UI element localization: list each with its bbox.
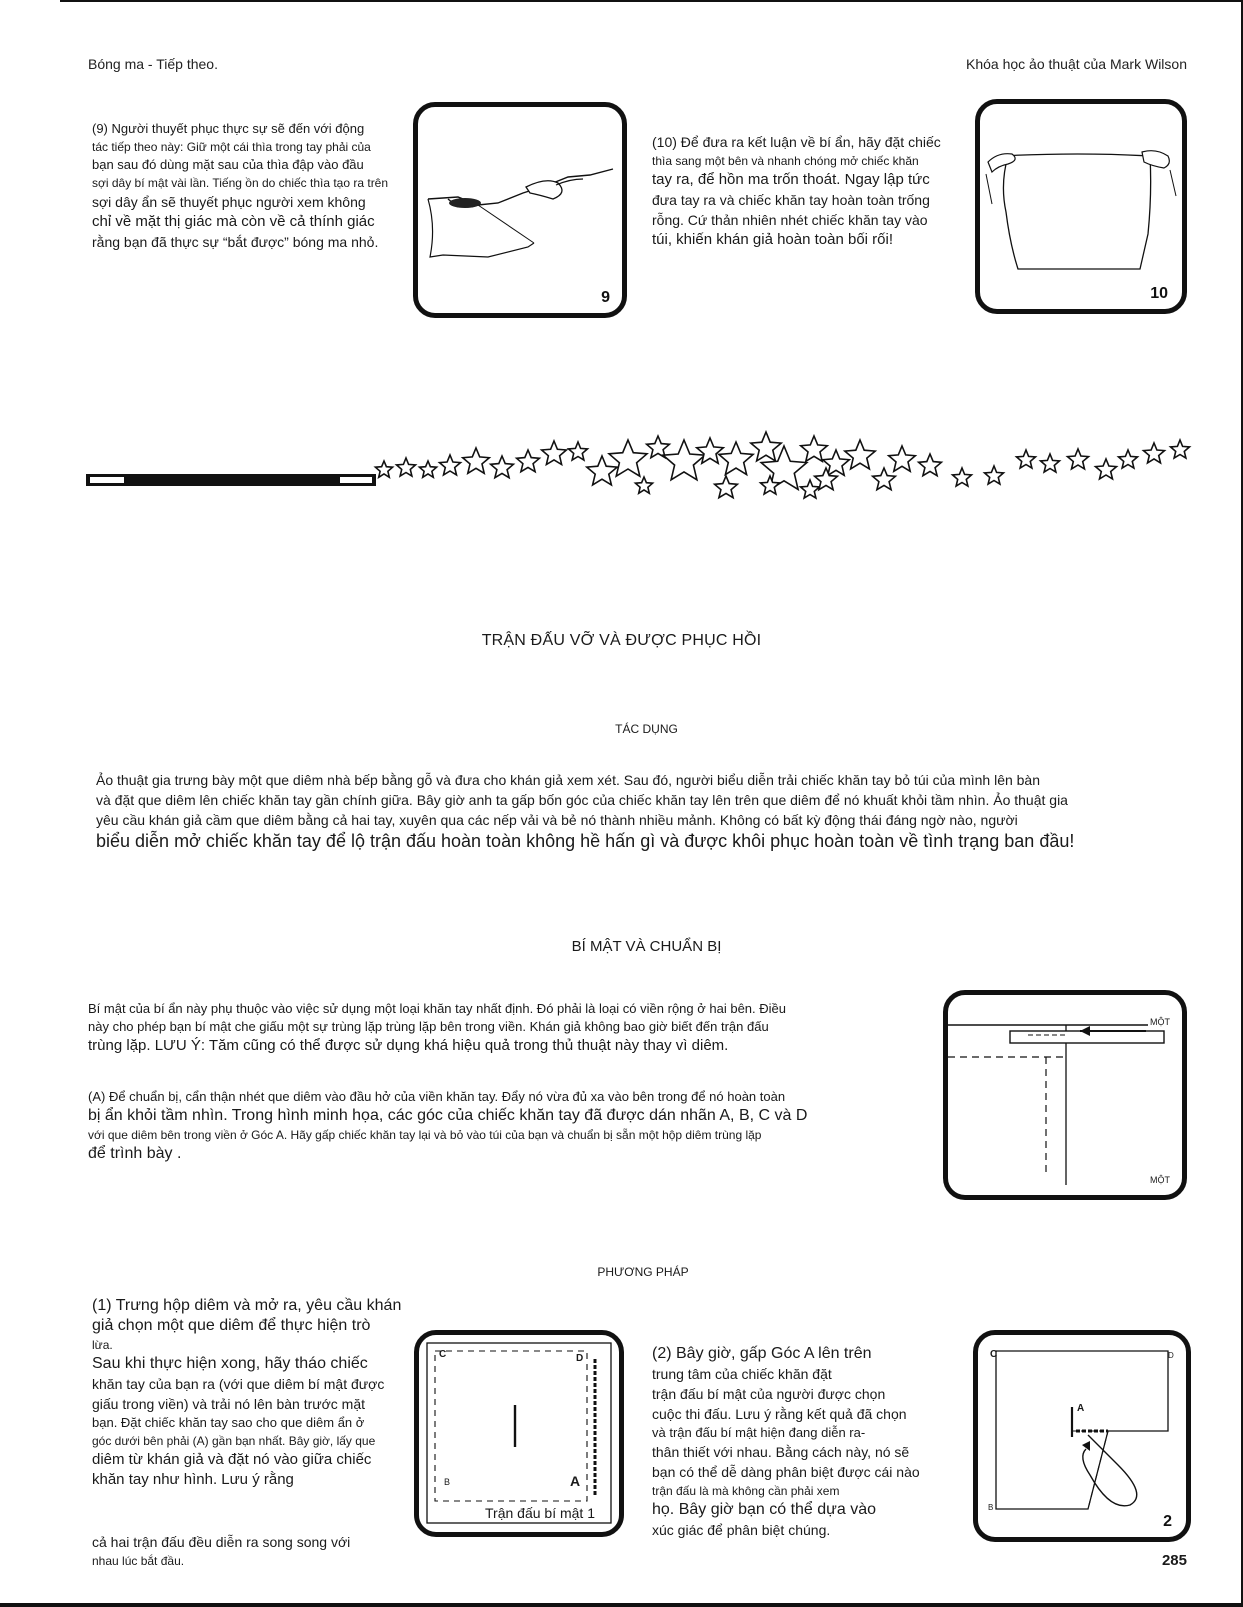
magic-wand-stars-divider	[84, 430, 1194, 535]
star-icon	[635, 477, 652, 493]
step9-line: sợi dây ẩn sẽ thuyết phục người xem không	[92, 194, 366, 210]
figure-10-number: 10	[1150, 285, 1168, 302]
step10-line: rỗng. Cứ thản nhiên nhét chiếc khăn tay vào	[652, 212, 928, 228]
step9-line: sợi dây bí mật vài lần. Tiếng ồn do chiếc thìa tạo ra trên	[92, 176, 389, 190]
method-step1-tail	[92, 1532, 412, 1570]
method-step2-line: họ. Bây giờ bạn có thể dựa vào	[652, 1501, 877, 1518]
figure-hem-illustration	[948, 995, 1182, 1195]
star-icon	[801, 436, 828, 461]
method-step1-line: góc dưới bên phải (A) gần bạn nhất. Bây giờ, lấy que	[92, 1434, 376, 1448]
method-step2-line: xúc giác để phân biệt chúng.	[652, 1522, 831, 1538]
star-icon	[517, 450, 540, 472]
star-icon	[889, 446, 916, 471]
secret-heading: BÍ MẬT VÀ CHUẨN BỊ	[571, 938, 722, 955]
effect-line: biểu diễn mở chiếc khăn tay để lộ trận đấu hoàn toàn không hề hấn gì và được khôi phục hoàn toàn về tình trạng ban đầu!	[96, 831, 1075, 851]
top-border	[60, 0, 1243, 2]
star-icon	[873, 468, 896, 490]
star-icon	[719, 442, 753, 475]
star-icon	[397, 458, 416, 476]
star-icon	[1017, 450, 1036, 468]
hem-label-bottom: MỘT	[1150, 1175, 1170, 1185]
star-icon	[569, 442, 588, 460]
running-header-left: Bóng ma - Tiếp theo.	[88, 56, 218, 72]
star-icon	[1041, 454, 1060, 472]
step9-text	[92, 120, 402, 252]
figure-10-illustration	[980, 104, 1182, 309]
method-step2-line: trận đấu là mà không cần phải xem	[652, 1484, 840, 1498]
figure-hem	[943, 990, 1187, 1200]
secret-line: này cho phép bạn bí mật che giấu một sự trùng lặp trùng lặp bên trong viền. Khán giả không bao giờ biết đến trận đấu	[88, 1019, 769, 1034]
star-icon	[542, 441, 567, 465]
method-step1-text	[92, 1296, 412, 1490]
step10-line: đưa tay ra và chiếc khăn tay hoàn toàn trống	[652, 192, 930, 208]
step9-line: (9) Người thuyết phục thực sự sẽ đến với động	[92, 121, 365, 136]
method-step1-line: lừa.	[92, 1338, 113, 1352]
method-step1-line: giả chọn một que diêm để thực hiện trò	[92, 1317, 371, 1334]
method-step1-line: Sau khi thực hiện xong, hãy tháo chiếc	[92, 1355, 368, 1372]
figure-2-illustration	[978, 1335, 1186, 1537]
page-number: 285	[1161, 1552, 1187, 1569]
step10-line: túi, khiến khán giả hoàn toàn bối rối!	[652, 231, 894, 248]
star-icon	[953, 468, 972, 486]
star-icon	[375, 461, 392, 477]
star-icon	[751, 432, 781, 461]
secret-line: Bí mật của bí ẩn này phụ thuộc vào việc sử dụng một loại khăn tay nhất định. Đó phải là loại có viền rộng ở hai bên. Điều	[88, 1001, 786, 1016]
secret-line: trùng lặp. LƯU Ý: Tăm cũng có thể được sử dụng khá hiệu quả trong thủ thuật này thay vì diêm.	[88, 1037, 729, 1054]
step9-line: rằng bạn đã thực sự “bắt được” bóng ma nhỏ.	[92, 234, 379, 250]
method-step2-line: cuộc thi đấu. Lưu ý rằng kết quả đã chọn	[652, 1406, 907, 1422]
star-icon	[845, 440, 875, 469]
method-step2-line: trận đấu bí mật của người được chọn	[652, 1386, 886, 1402]
star-icon	[715, 476, 738, 498]
method-step1-line: (1) Trưng hộp diêm và mở ra, yêu cầu khán	[92, 1297, 402, 1314]
step10-line: tay ra, để hồn ma trốn thoát. Ngay lập tức	[652, 171, 930, 188]
secret-line: (A) Để chuẩn bị, cẩn thận nhét que diêm vào đầu hở của viền khăn tay. Đẩy nó vừa đủ xa vào bên trong để nó hoàn toàn	[88, 1089, 786, 1104]
corner-c-label: C	[990, 1349, 998, 1360]
method-step1-line: diêm từ khán giả và đặt nó vào giữa chiếc	[92, 1451, 372, 1468]
effect-line: Ảo thuật gia trưng bày một que diêm nhà bếp bằng gỗ và đưa cho khán giả xem xét. Sau đó, người biểu diễn trải chiếc khăn tay bỏ túi của mình lên bàn	[96, 772, 1041, 788]
step9-line: chỉ về mặt thị giác mà còn về cả thính giác	[92, 213, 375, 230]
star-icon	[1144, 443, 1165, 463]
method-step2-text	[652, 1344, 952, 1540]
secret-para-2	[88, 1088, 938, 1164]
method-step1-tail-line: cả hai trận đấu đều diễn ra song song với	[92, 1534, 351, 1550]
method-step1-line: giấu trong viền) và trải nó lên bàn trước mặt	[92, 1396, 366, 1412]
method-step2-line: trung tâm của chiếc khăn đặt	[652, 1366, 832, 1382]
star-icon	[463, 448, 490, 473]
figure-9	[413, 102, 627, 318]
corner-a-label: A	[1077, 1403, 1085, 1414]
figure-1-illustration	[419, 1335, 619, 1532]
star-icon	[1096, 459, 1117, 479]
effect-heading: TÁC DỤNG	[615, 722, 678, 736]
star-icon	[801, 480, 820, 498]
star-icon	[1171, 440, 1190, 458]
star-icon	[587, 456, 617, 485]
figure-1	[414, 1330, 624, 1537]
star-icon	[663, 440, 705, 480]
step10-text	[652, 132, 962, 250]
method-step1-line: khăn tay như hình. Lưu ý rằng	[92, 1471, 294, 1488]
trick-title: TRẬN ĐẤU VỠ VÀ ĐƯỢC PHỤC HỒI	[481, 632, 762, 649]
step9-line: bạn sau đó dùng mặt sau của thìa đập vào đầu	[92, 157, 364, 172]
method-step2-line: bạn có thể dễ dàng phân biệt được cái nào	[652, 1464, 920, 1480]
method-step1-tail-line: nhau lúc bắt đầu.	[92, 1554, 185, 1568]
running-header-right: Khóa học ảo thuật của Mark Wilson	[965, 56, 1187, 72]
method-step2-line: (2) Bây giờ, gấp Góc A lên trên	[652, 1345, 872, 1362]
star-icon	[491, 456, 514, 478]
star-icon	[985, 466, 1004, 484]
figure-2	[973, 1330, 1191, 1542]
corner-b-label: B	[444, 1477, 451, 1487]
figure-2-number: 2	[1163, 1513, 1172, 1530]
step10-line: (10) Để đưa ra kết luận về bí ẩn, hãy đặt chiếc	[652, 134, 941, 150]
figure-9-number: 9	[601, 289, 610, 306]
method-step1-line: khăn tay của bạn ra (với que diêm bí mật được	[92, 1376, 385, 1392]
bottom-border	[0, 1603, 1243, 1607]
hem-label-top: MỘT	[1150, 1017, 1170, 1027]
step10-line: thìa sang một bên và nhanh chóng mở chiếc khăn	[652, 154, 919, 168]
star-icon	[609, 440, 647, 476]
star-icon	[440, 455, 461, 475]
figure-9-illustration	[418, 107, 622, 313]
effect-line: và đặt que diêm lên chiếc khăn tay gần chính giữa. Bây giờ anh ta gấp bốn góc của chiếc khăn tay lên trên que diêm để nó khuất khỏi tầm nhìn. Ảo thuật gia	[96, 792, 1068, 808]
secret-para-1	[88, 1000, 938, 1056]
secret-line: để trình bày .	[88, 1145, 182, 1162]
secret-line: bị ẩn khỏi tầm nhìn. Trong hình minh họa, các góc của chiếc khăn tay đã được dán nhãn A, B, C và D	[88, 1107, 808, 1124]
figure-10	[975, 99, 1187, 314]
effect-line: yêu cầu khán giả cầm que diêm bằng cả hai tay, xuyên qua các nếp vải và bẻ nó thành nhiều mảnh. Không có bất kỳ động thái đáng ngờ nào, người	[96, 812, 1018, 828]
corner-d-label: D	[1168, 1351, 1174, 1360]
corner-b-label: B	[988, 1503, 994, 1512]
effect-text	[96, 770, 1206, 852]
method-step2-line: thân thiết với nhau. Bằng cách này, nó sẽ	[652, 1444, 910, 1460]
corner-c-label: C	[439, 1349, 447, 1360]
step9-line: tác tiếp theo này: Giữ một cái thìa trong tay phải của	[92, 140, 371, 154]
corner-a-label: A	[570, 1473, 581, 1489]
method-step1-line: bạn. Đặt chiếc khăn tay sao cho que diêm ẩn ở	[92, 1415, 365, 1430]
method-heading: PHƯƠNG PHÁP	[597, 1265, 689, 1279]
star-icon	[919, 454, 942, 476]
method-step2-line: và trận đấu bí mật hiện đang diễn ra-	[652, 1425, 866, 1440]
corner-d-label: D	[576, 1353, 584, 1364]
secret-line: với que diêm bên trong viền ở Góc A. Hãy gấp chiếc khăn tay lại và bỏ vào túi của bạn và chuẩn bị sẵn một hộp diêm trùng lặp	[88, 1128, 762, 1142]
star-icon	[1068, 449, 1089, 469]
star-icon	[1119, 450, 1138, 468]
star-icon	[419, 461, 436, 477]
figure-1-caption: Trận đấu bí mật 1	[485, 1505, 595, 1521]
